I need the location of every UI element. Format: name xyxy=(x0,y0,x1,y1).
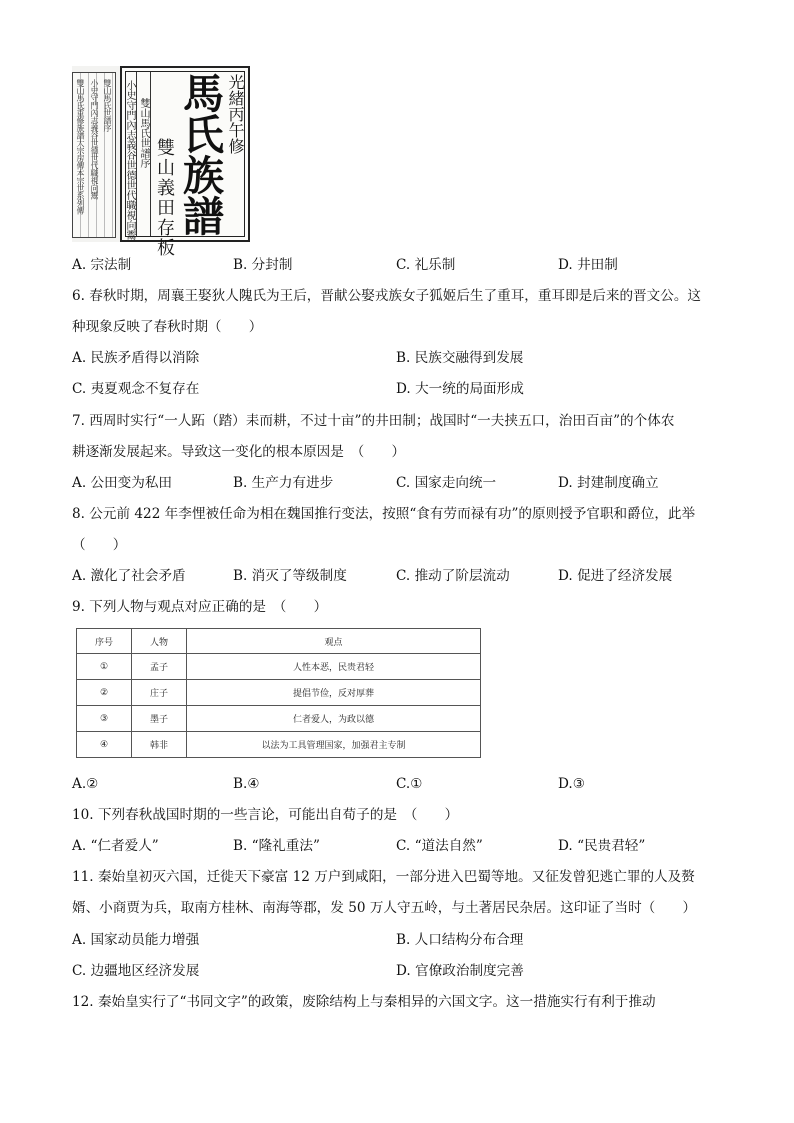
option-letter: B. xyxy=(233,257,248,273)
option-letter: B. xyxy=(233,568,248,584)
q11-option-d[interactable] xyxy=(396,962,524,980)
divider xyxy=(136,72,137,236)
table-header: 观点 xyxy=(187,629,481,654)
table-row xyxy=(77,732,481,758)
cover-year: 光緒丙午修 xyxy=(226,74,245,154)
q8-option-d[interactable] xyxy=(558,567,672,585)
q5-option-b[interactable] xyxy=(233,256,292,274)
table-row xyxy=(77,706,481,732)
cover-title: 馬氏族譜 xyxy=(176,72,224,236)
option-text: 礼乐制 xyxy=(414,257,456,273)
spine-text-2: 小史守門內志義谷世德世代職視向鬻 xyxy=(90,79,99,199)
option-text: 激化了社会矛盾 xyxy=(90,568,186,584)
q9-option-d[interactable] xyxy=(558,775,585,793)
book-spine xyxy=(72,72,116,238)
option-letter: C. xyxy=(396,475,411,491)
table-cell: 以法为工具管理国家，加强君主专制 xyxy=(187,732,481,758)
option-letter: D. xyxy=(396,963,411,979)
option-letter: B. xyxy=(396,932,411,948)
q9-stem-line1: 9. 下列人物与观点对应正确的是 （ ） xyxy=(72,599,328,615)
option-letter: B. xyxy=(233,838,248,854)
q7-option-b[interactable] xyxy=(233,474,333,492)
option-letter: C. xyxy=(396,568,411,584)
q8-stem-line1: 8. 公元前 422 年李悝被任命为相在魏国推行变法，按照“食有劳而禄有功”的原则授予官职和爵位，此举 xyxy=(72,506,696,522)
q6-stem-line2: 种现象反映了春秋时期（ ） xyxy=(72,319,263,335)
option-text: 促进了经济发展 xyxy=(577,568,673,584)
option-text: “隆礼重法” xyxy=(251,838,320,854)
option-letter: C. xyxy=(396,838,411,854)
option-text: 人口结构分布合理 xyxy=(414,932,524,948)
option-text: 边疆地区经济发展 xyxy=(90,963,200,979)
table-cell: ③ xyxy=(77,706,132,732)
q6-option-c[interactable] xyxy=(72,380,199,398)
table-cell: 提倡节俭，反对厚葬 xyxy=(187,680,481,706)
option-letter: A. xyxy=(72,932,87,948)
option-text: “道法自然” xyxy=(414,838,483,854)
q11-option-c[interactable] xyxy=(72,962,199,980)
q5-option-a[interactable] xyxy=(72,256,131,274)
table-cell: 庄子 xyxy=(132,680,187,706)
spine-text-3: 雙山馬氏世譜序 xyxy=(103,79,112,132)
table-cell: 韩非 xyxy=(132,732,187,758)
option-letter: A. xyxy=(72,350,87,366)
q8-option-c[interactable] xyxy=(396,567,510,585)
option-text: 民族矛盾得以消除 xyxy=(90,350,200,366)
cover-hall-text: 雙山義田存板 xyxy=(154,138,175,258)
q8-stem-line2: （ ） xyxy=(72,537,127,553)
option-text: 生产力有进步 xyxy=(251,475,334,491)
table-cell: ④ xyxy=(77,732,132,758)
option-letter: B. xyxy=(396,350,411,366)
cover-column-1: 雙山馬氏世譜序 xyxy=(138,98,149,168)
table-row xyxy=(77,680,481,706)
table-header: 序号 xyxy=(77,629,132,654)
table-header: 人物 xyxy=(132,629,187,654)
option-letter: D. xyxy=(558,776,573,792)
option-text: 消灭了等级制度 xyxy=(251,568,347,584)
option-text: 推动了阶层流动 xyxy=(414,568,510,584)
q10-option-a[interactable] xyxy=(72,837,159,855)
option-text: ④ xyxy=(247,776,260,792)
option-letter: B. xyxy=(233,475,248,491)
q9-option-b[interactable] xyxy=(233,775,260,793)
option-text: ③ xyxy=(572,776,585,792)
table-row xyxy=(77,654,481,680)
option-letter: C. xyxy=(72,381,87,397)
option-text: 井田制 xyxy=(577,257,618,273)
q6-option-d[interactable] xyxy=(396,380,524,398)
q11-stem-line1: 11. 秦始皇初灭六国，迁徙天下豪富 12 万户到咸阳，一部分进入巴蜀等地。又征发曾犯逃亡罪的人及赘 xyxy=(72,869,695,885)
q9-option-c[interactable] xyxy=(396,775,422,793)
q11-option-b[interactable] xyxy=(396,931,523,949)
q7-option-d[interactable] xyxy=(558,474,659,492)
cover-column-2: 小史守門內志義谷世德世代職視向鬻 xyxy=(124,80,135,240)
option-letter: D. xyxy=(558,475,573,491)
option-text: 公田变为私田 xyxy=(90,475,173,491)
q8-option-a[interactable] xyxy=(72,567,186,585)
table-header-row xyxy=(77,629,481,654)
cover-frame xyxy=(120,66,250,258)
q7-option-c[interactable] xyxy=(396,474,496,492)
option-letter: C. xyxy=(72,963,87,979)
table-cell: 墨子 xyxy=(132,706,187,732)
option-letter: A. xyxy=(72,568,87,584)
option-text: 官僚政治制度完善 xyxy=(415,963,524,979)
q7-stem-line2: 耕逐渐发展起来。导致这一变化的根本原因是 （ ） xyxy=(72,444,406,460)
option-text: “仁者爱人” xyxy=(90,838,159,854)
q8-option-b[interactable] xyxy=(233,567,347,585)
q9-table xyxy=(76,628,481,758)
table-cell: 孟子 xyxy=(132,654,187,680)
option-letter: D. xyxy=(558,568,573,584)
option-text: 夷夏观念不复存在 xyxy=(90,381,200,397)
q7-option-a[interactable] xyxy=(72,474,172,492)
q10-stem-line1: 10. 下列春秋战国时期的一些言论，可能出自荀子的是 （ ） xyxy=(72,807,459,823)
option-text: 分封制 xyxy=(251,257,293,273)
option-letter: A. xyxy=(72,776,87,792)
option-letter: A. xyxy=(72,257,87,273)
table-cell: ② xyxy=(77,680,132,706)
q10-option-b[interactable] xyxy=(233,837,320,855)
option-text: ① xyxy=(410,776,423,792)
option-text: 宗法制 xyxy=(90,257,132,273)
q5-option-d[interactable] xyxy=(558,256,618,274)
option-text: 封建制度确立 xyxy=(577,475,659,491)
q7-stem-line1: 7. 西周时实行“一人跖（踏）耒而耕，不过十亩”的井田制；战国时“一夫挟五口，治田百亩”的个体农 xyxy=(72,413,675,429)
q6-stem-line1: 6. 春秋时期，周襄王娶狄人隗氏为王后，晋献公娶戎族女子狐姬后生了重耳，重耳即是后来的晋文公。这 xyxy=(72,288,702,304)
option-letter: D. xyxy=(396,381,411,397)
q6-option-a[interactable] xyxy=(72,349,199,367)
q10-option-c[interactable] xyxy=(396,837,483,855)
q12-stem-line1: 12. 秦始皇实行了“书同文字”的政策，废除结构上与秦相异的六国文字。这一措施实行有利于推动 xyxy=(72,994,656,1010)
option-letter: D. xyxy=(558,257,573,273)
option-letter: A. xyxy=(72,475,87,491)
table-cell: 仁者爱人，为政以德 xyxy=(187,706,481,732)
option-text: 国家走向统一 xyxy=(414,475,497,491)
option-text: 民族交融得到发展 xyxy=(414,350,524,366)
divider xyxy=(150,72,151,236)
option-text: 国家动员能力增强 xyxy=(90,932,200,948)
q11-option-a[interactable] xyxy=(72,931,199,949)
q6-option-b[interactable] xyxy=(396,349,523,367)
spine-text: 雙山馬氏重修族譜大宗房傳本宗世系列傳 xyxy=(76,79,85,214)
option-text: ② xyxy=(86,776,99,792)
option-letter: C. xyxy=(396,257,411,273)
q11-stem-line2: 婿、小商贾为兵，取南方桂林、南海等郡，发 50 万人守五岭，与土著居民杂居。这印证了当时（ ） xyxy=(72,900,697,916)
option-text: “民贵君轻” xyxy=(577,838,646,854)
q5-option-c[interactable] xyxy=(396,256,455,274)
table-cell: 人性本恶，民贵君轻 xyxy=(187,654,481,680)
option-letter: C. xyxy=(396,776,411,792)
q10-option-d[interactable] xyxy=(558,837,645,855)
q9-option-a[interactable] xyxy=(72,775,98,793)
table-cell: ① xyxy=(77,654,132,680)
option-letter: B. xyxy=(233,776,248,792)
option-letter: A. xyxy=(72,838,87,854)
option-letter: D. xyxy=(558,838,573,854)
genealogy-cover-image xyxy=(72,66,250,258)
option-text: 大一统的局面形成 xyxy=(415,381,524,397)
